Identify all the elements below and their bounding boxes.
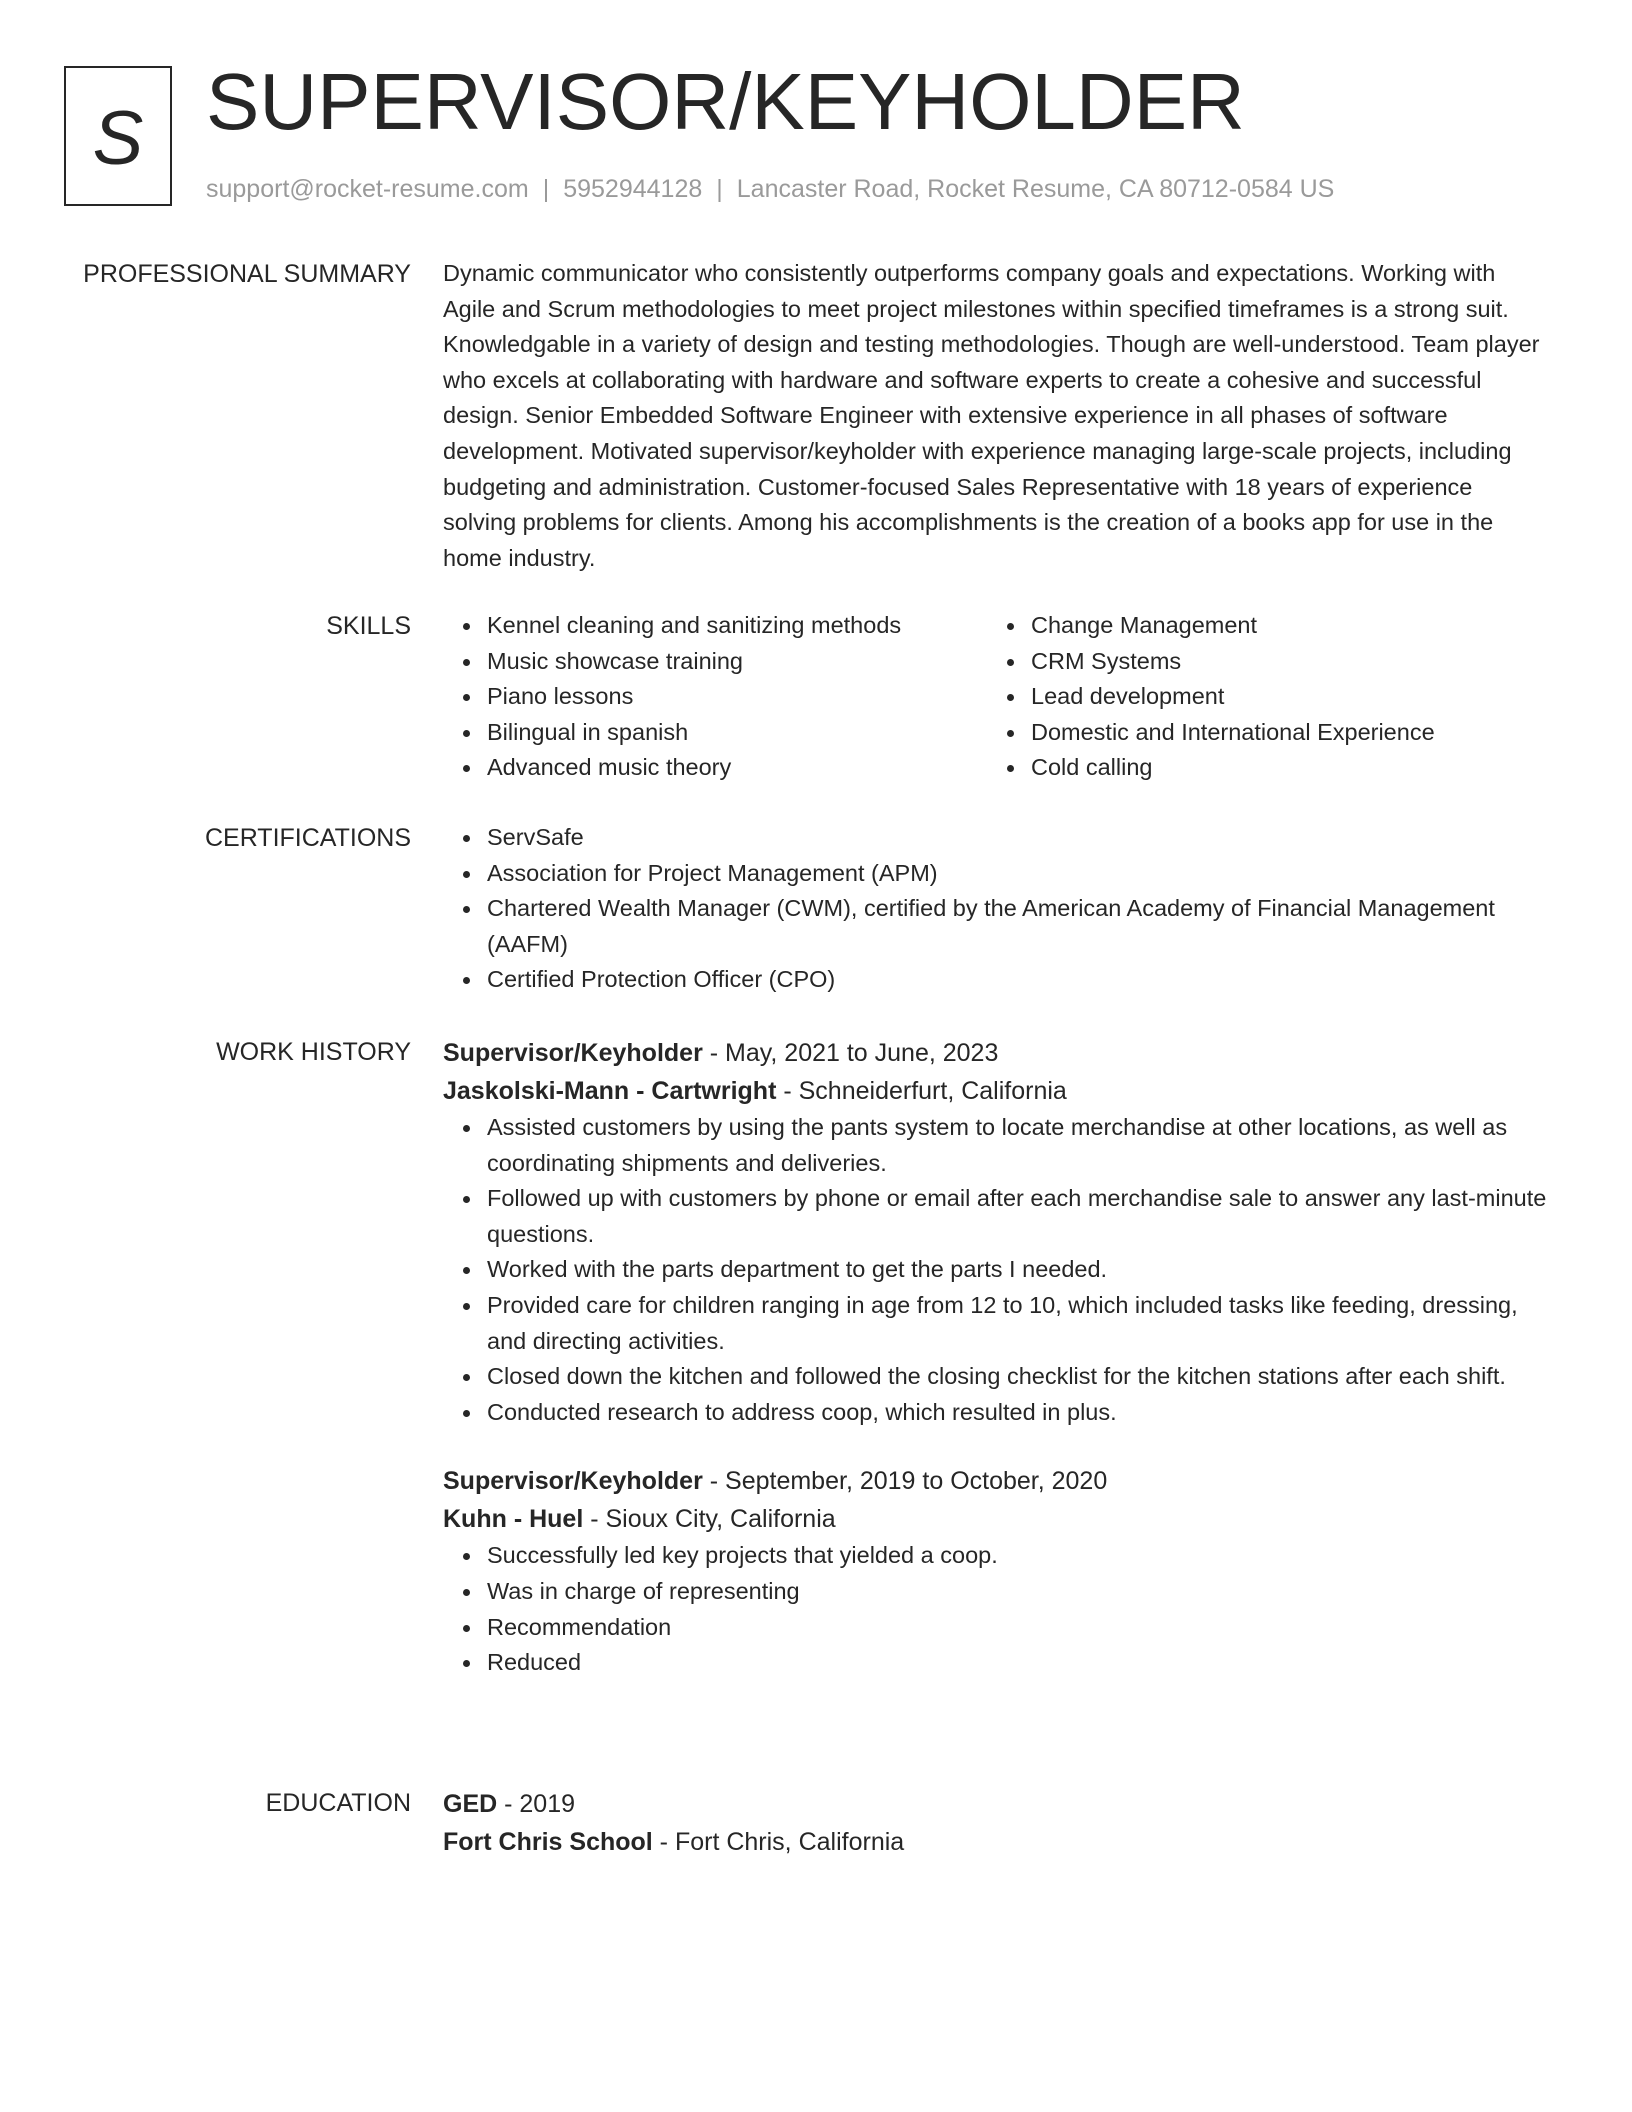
job-bullet: Worked with the parts department to get the parts I needed. xyxy=(487,1252,1548,1288)
skill-item: Music showcase training xyxy=(487,644,987,680)
job-company: Kuhn - Huel xyxy=(443,1505,584,1534)
education-school: Fort Chris School xyxy=(443,1828,653,1856)
section-label-certifications: CERTIFICATIONS xyxy=(204,824,411,852)
skill-item: Kennel cleaning and sanitizing methods xyxy=(487,608,987,644)
education-location: - Fort Chris, California xyxy=(652,1828,905,1856)
contact-address: Lancaster Road, Rocket Resume, CA 80712-0584 US xyxy=(736,175,1335,203)
monogram-box xyxy=(64,66,172,206)
contact-phone: 5952944128 xyxy=(563,175,703,203)
certifications-list xyxy=(443,820,1548,998)
skills-grid xyxy=(443,608,1548,786)
job-bullet: Conducted research to address coop, which resulted in plus. xyxy=(487,1395,1548,1431)
education-degree-line xyxy=(443,1785,1548,1823)
certification-item: Chartered Wealth Manager (CWM), certified by the American Academy of Financial Management (AAFM) xyxy=(487,891,1548,962)
job-company: Jaskolski-Mann - Cartwright xyxy=(443,1077,777,1105)
job-bullet: Closed down the kitchen and followed the closing checklist for the kitchen stations after each shift. xyxy=(487,1359,1548,1395)
section-label-summary: PROFESSIONAL SUMMARY xyxy=(83,260,411,288)
contact-line xyxy=(206,173,1334,206)
skills-list-right xyxy=(987,608,1531,786)
work-history-body xyxy=(443,1034,1548,1681)
job-bullets xyxy=(443,1110,1548,1430)
skills-list-left xyxy=(443,608,987,786)
skills-column-left xyxy=(443,608,987,786)
certification-item: Certified Protection Officer (CPO) xyxy=(487,962,1548,998)
job-title: Supervisor/Keyholder xyxy=(443,1039,703,1067)
section-label-work-history: WORK HISTORY xyxy=(216,1038,411,1066)
contact-email: support@rocket-resume.com xyxy=(206,175,529,203)
job-dates: - September, 2019 to October, 2020 xyxy=(702,1467,1108,1496)
summary-text: Dynamic communicator who consistently outperforms company goals and expectations. Working with Agile and Scrum methodologies to meet project milestones within specified timeframes is a strong suit. Knowledgable in a variety of design and testing methodologies. Though are well-understood. Team player who excels at collaborating with hardware and software experts to create a cohesive and successful design. Senior Embedded Software Engineer with extensive experience in all phases of software development. Motivated supervisor/keyholder with experience managing large-scale projects, including budgeting and administration. Customer-focused Sales Representative with 18 years of experience solving problems for clients. Among his accomplishments is the creation of a books app for use in the home industry. xyxy=(443,260,1540,571)
skill-item: Bilingual in spanish xyxy=(487,715,987,751)
job-entry xyxy=(443,1462,1548,1680)
section-label-education: EDUCATION xyxy=(265,1789,411,1817)
candidate-name: SUPERVISOR/KEYHOLDER xyxy=(206,57,1245,146)
education-year: - 2019 xyxy=(497,1790,576,1818)
job-location: - Schneiderfurt, California xyxy=(776,1077,1067,1105)
skill-item: Change Management xyxy=(1031,608,1531,644)
job-entry xyxy=(443,1034,1548,1430)
job-dates: - May, 2021 to June, 2023 xyxy=(702,1039,999,1067)
skills-column-right xyxy=(987,608,1531,786)
monogram-letter: S xyxy=(92,96,144,181)
skill-item: Cold calling xyxy=(1031,750,1531,786)
job-bullet: Successfully led key projects that yielded a coop. xyxy=(487,1538,1548,1574)
job-bullet: Provided care for children ranging in age from 12 to 10, which included tasks like feeding, dressing, and directing activities. xyxy=(487,1288,1548,1359)
job-company-line xyxy=(443,1500,1548,1538)
job-location: - Sioux City, California xyxy=(583,1505,836,1534)
section-label-skills: SKILLS xyxy=(326,612,411,640)
job-company-line xyxy=(443,1072,1548,1110)
education-degree: GED xyxy=(443,1790,498,1818)
job-title: Supervisor/Keyholder xyxy=(443,1467,703,1496)
job-bullet: Was in charge of representing xyxy=(487,1574,1548,1610)
certification-item: ServSafe xyxy=(487,820,1548,856)
skill-item: CRM Systems xyxy=(1031,644,1531,680)
job-title-line xyxy=(443,1462,1548,1500)
skill-item: Lead development xyxy=(1031,679,1531,715)
job-title-line xyxy=(443,1034,1548,1072)
job-bullet: Recommendation xyxy=(487,1610,1548,1646)
contact-separator: | xyxy=(542,175,550,203)
certifications-body xyxy=(443,820,1548,998)
skill-item: Advanced music theory xyxy=(487,750,987,786)
summary-body xyxy=(443,256,1548,576)
job-bullet: Followed up with customers by phone or email after each merchandise sale to answer any last-minute questions. xyxy=(487,1181,1548,1252)
education-school-line xyxy=(443,1823,1548,1861)
skills-body xyxy=(443,608,1548,786)
certification-item: Association for Project Management (APM) xyxy=(487,856,1548,892)
skill-item: Piano lessons xyxy=(487,679,987,715)
education-body xyxy=(443,1785,1548,1861)
job-bullet: Reduced xyxy=(487,1645,1548,1681)
contact-separator: | xyxy=(716,175,723,203)
skill-item: Domestic and International Experience xyxy=(1031,715,1531,751)
job-bullets xyxy=(443,1538,1548,1680)
job-bullet: Assisted customers by using the pants system to locate merchandise at other locations, as well as coordinating shipments and deliveries. xyxy=(487,1110,1548,1181)
